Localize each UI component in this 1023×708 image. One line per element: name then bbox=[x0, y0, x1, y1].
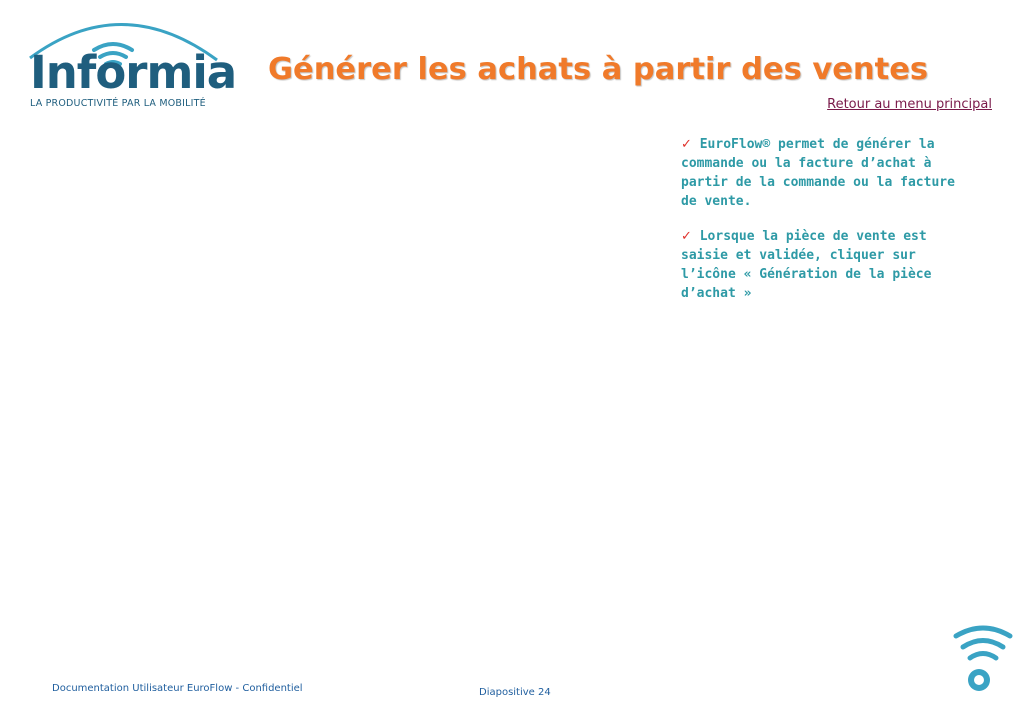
bullet-item bbox=[681, 227, 976, 303]
page-title: Générer les achats à partir des ventes bbox=[268, 52, 929, 87]
bullet-text: Lorsque la pièce de vente est saisie et validée, cliquer sur l’icône « Génération de la pièce d’achat » bbox=[681, 229, 932, 301]
wifi-signal-icon bbox=[950, 622, 1016, 698]
bullet-item bbox=[681, 135, 976, 211]
slide-number: Diapositive 24 bbox=[479, 687, 551, 698]
check-mark-icon: ✓ bbox=[681, 229, 692, 244]
informia-logo bbox=[22, 10, 237, 114]
logo-wordmark: Informia bbox=[30, 46, 237, 99]
bullet-list bbox=[681, 135, 976, 319]
footer-confidential: Documentation Utilisateur EuroFlow - Confidentiel bbox=[52, 683, 303, 694]
logo-tagline: LA PRODUCTIVITÉ PAR LA MOBILITÉ bbox=[30, 98, 206, 109]
bullet-text: EuroFlow® permet de générer la commande ou la facture d’achat à partir de la commande ou la facture de vente. bbox=[681, 137, 955, 209]
main-menu-link[interactable]: Retour au menu principal bbox=[827, 97, 992, 112]
check-mark-icon: ✓ bbox=[681, 137, 692, 152]
